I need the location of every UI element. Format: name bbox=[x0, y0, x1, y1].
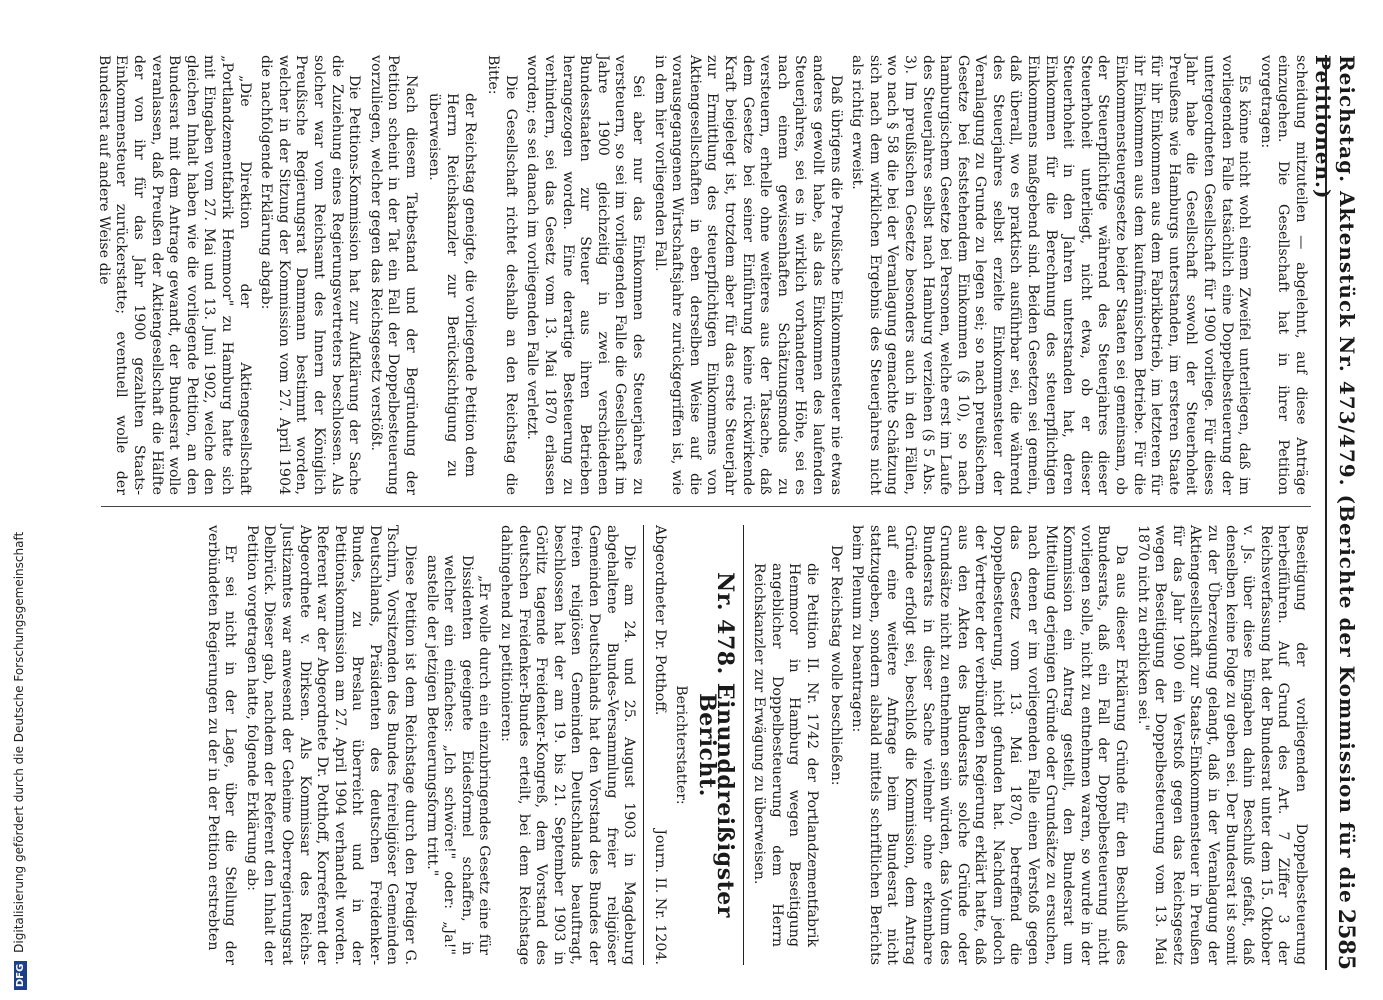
reporter-row bbox=[650, 525, 668, 965]
page-header bbox=[1311, 55, 1365, 970]
petition-text: der Reichstag geneigte, die vorliegende Petition dem Herrn Reichskanzler zur Berücksichtigung zu überweisen. bbox=[426, 93, 478, 477]
paragraph: „Die Direktion der Aktiengesellschaft „Portlandzementfabrik Hemmoor" zu Hamburg hatte sich mit Eingaben vom 27. Mai und 13. Juni 1902, welche den gleichen Inhalt haben wie die vorliegende Petition, an den Bundesrat mit dem Antrage gewandt, der Bundesrat wolle veranlassen, daß Preußen der Aktiengesellschaft die Hälfte der von ihr für das Jahr 1900 gezahlten Staats-Einkommensteuer zurückerstatte; eventuell wolle der Bundesrat auf andere Weise die bbox=[95, 55, 253, 495]
resolution-intro: Der Reichstag wolle beschließen: bbox=[827, 545, 844, 786]
credit-text: Digitalisierung gefördert durch die Deutsche Forschungsgemeinschaft bbox=[12, 531, 26, 953]
digitization-credit bbox=[12, 10, 30, 990]
paragraph: Es könne nicht wohl einem Zweifel unterliegen, daß im vorliegenden Falle tatsächlich eine Doppelbesteuerung der untergeordneten Gesellschaft für 1900 vorliege. Für dieses Jahr habe die Gesellschaft sowohl der Steuerhoheit Preußens wie Hamburgs unterstanden, im ersteren Staate für ihr Einkommen aus dem Fabrikbetrieb, im letzteren für ihr Einkommen aus dem kaufmännischen Betriebe. Für die Einkommensteuergesetze beider Staaten sei gemeinsam, ob der Steuerpflichtige während des Steuerjahres dieser Steuerhoheit unterliegt, nicht etwa, ob er dieser Steuerhoheit in den Jahren unterstanden hat, deren Einkommen für die Berechnung des steuerpflichtigen Einkommens maßgebend sind. Beiden Gesetzen sei gemein, daß überall, wo es praktisch ausführbar sei, die während des Steuerjahres selbst erzielte Einkommensteuer der Veranlagung zu Grunde zu legen sei; so nach preußischem Gesetze bei feststehendem Einkommen (§ 10), so nach hamburgischem Gesetze bei Personen, welche erst im Laufe des Steuerjahres selbst nach Hamburg verziehen (§ 5 Abs. 3). Im preußischen Gesetze besonders auch in den Fällen, wo nach § 58 die bei der Veranlagung gemachte Schätzung sich nach dem wirklichen Ergebnis des Steuerjahres nicht als richtig erweist. bbox=[849, 55, 1253, 495]
paragraph: Beseitigung der vorliegenden Doppelbesteuerung herbeiführen. Auf Grund des Art. 7 Ziffer 3 der Reichsverfassung hat der Bundesrat unter dem 15. Oktober v. Js. über diese Eingaben dahin Beschluß gefaßt, daß denselben keine Folge zu geben sei. Der Bundesrat ist somit zu der Überzeugung gelangt, daß in der Veranlagung der Aktiengesellschaft zur Staats-Einkommensteuer in Preußen für das Jahr 1900 ein Verstoß gegen das Reichsgesetz wegen Beseitigung der Doppelbesteuerung vom 13. Mai 1870 nicht zu erblicken sei." bbox=[1134, 525, 1309, 965]
paragraph: Diese Petition ist dem Reichstage durch den Prediger G. Tschirn, Vorsitzenden des Bundes freireligiöser Gemeinden Deutschlands, Präsidenten des deutschen Freidenker-Bundes, zu Breslau überreicht und in der Petitionskommission am 27. April 1904 verhandelt worden. Referent war der Abgeordnete Dr. Potthoff, Korreferent der Abgeordnete v. Dirksen. Als Kommissar des Reichs-Justizamtes war anwesend der Geheime Oberregierungsrat Delbrück. Dieser gab, nachdem der Referent den Inhalt der Petition vorgetragen hatte, folgende Erklärung ab: bbox=[243, 525, 419, 965]
section-rule-bottom bbox=[643, 525, 644, 965]
reporter-label: Berichterstatter: bbox=[673, 685, 690, 805]
quote-text: „Er wolle durch ein einzubringendes Gesetz eine für Dissidenten geeignete Eidesformel schaffen, in welcher ein einfaches: „Ich schwöre!" oder: „Ja!" anstelle der jetzigen Beteuerungsform tritt." bbox=[423, 555, 493, 955]
paragraph: Da aus dieser Erklärung Gründe für den Beschluß des Bundesrats, daß ein Fall der Doppelbesteuerung nicht vorliegen solle, nicht zu entnehmen waren, so wurde in der Kommission ein Antrag gestellt, den Bundesrat um Mitteilung derjenigen Gründe oder Grundsätze zu ersuchen, nach denen er im vorliegenden Falle einen Verstoß gegen das Gesetz vom 13. Mai 1870, betreffend die Doppelbesteuerung, nicht gefunden hat. Nachdem jedoch der Vertreter der verbündeten Regierung erklärt hatte, daß aus den Akten des Bundesrats solche Gründe oder Grundsätze nicht zu entnehmen sein würden, das Votum des Bundesrats in dieser Sache vielmehr ohne erkennbare Gründe erfolgt sei, beschloß die Kommission, dem Antrag auf eine weitere Anfrage beim Bundesrat nicht stattzugeben, sondern alsbald mittels schriftlichen Berichts beim Plenum zu beantragen: bbox=[849, 525, 1130, 965]
paragraph: Die Petitions-Kommission hat zur Aufklärung der Sache die Zuziehung eines Regierungsvertreters beschlossen. Als solcher war vom Reichsamt des Innern der Königlich Preußische Regierungsrat Dammann bestimmt worden, welcher in der Sitzung der Kommission vom 27. April 1904 die nachfolgende Erklärung abgab: bbox=[258, 55, 363, 495]
resolution-text: die Petition II. Nr. 1742 der Portlandzementfabrik Hemmoor in Hamburg wegen Beseitigung angeblicher Doppelbesteuerung dem Herrn Reichskanzler zur Erwägung zu überweisen. bbox=[751, 563, 820, 947]
petition-request bbox=[425, 55, 478, 495]
page-number: 2585 bbox=[1333, 908, 1359, 970]
journal-reference: Journ. II. Nr. 1204. bbox=[651, 829, 668, 965]
header-rule bbox=[1325, 55, 1327, 970]
resolution-block bbox=[750, 525, 820, 965]
reporter-name: Abgeordneter Dr. Potthoff. bbox=[651, 525, 668, 716]
section-rule-top bbox=[743, 525, 744, 965]
paragraph: Daß übrigens die Preußische Einkommensteuer nie etwas anderes gewollt habe, als das Einkommen des laufenden Steuerjahres, sei es in wirklich vorhandener Höhe, sei es nach einem gewissenhaften Schätzungsmodus zu versteuern, erhelle ohne weiteres aus der Tatsache, daß dem Gesetze bei seiner Einführung keine rückwirkende Kraft beigelegt ist, trotzdem aber für das erste Steuerjahr zur Ermittlung des steuerpflichtigen Einkommens von Aktiengesellschaften in eben derselben Weise auf die vorausgegangenen Wirtschaftsjahre zurückgegriffen ist, wie in dem hier vorliegenden Fall. bbox=[651, 55, 844, 495]
paragraph: Nach diesem Tatbestand und der Begründung der Petition scheint in der Tat ein Fall der Doppelbesteuerung vorzuliegen, welcher gegen das Reichsgesetz verstößt. bbox=[367, 55, 419, 495]
section-title: Nr. 478. Einunddreißigster Bericht. bbox=[694, 572, 738, 918]
right-column bbox=[99, 525, 1309, 965]
paragraph: Sei aber nur das Einkommen des Steuerjahres zu versteuern, so sei im vorliegenden Falle die Gesellschaft im Jahre 1900 gleichzeitig in zwei verschiedenen Bundesstaaten zur Steuer aus ihren Betrieben herangezogen worden. Eine derartige Besteuerung zu verhindern, sei das Gesetz vom 13. Mai 1870 erlassen worden; es sei danach im vorliegenden Falle verletzt. bbox=[524, 55, 647, 495]
header-title: Reichstag. Aktenstück Nr. 473/479. (Berichte der Kommission für die Petitionen.) bbox=[1311, 55, 1359, 904]
dfg-logo: DFG bbox=[14, 961, 27, 990]
credit-line bbox=[12, 10, 30, 990]
paragraph: scheidung mitzuteilen — abgelehnt, auf diese Anträge einzugehen. Die Gesellschaft hat in ihrer Petition vorgetragen: bbox=[1257, 55, 1309, 495]
paragraph: Die am 24. und 25. August 1903 in Magdeburg abgehaltene Bundes-Versammlung freier religiöser Gemeinden Deutschlands hat den Vorstand des Bundes der freien religiösen Gemeinden Deutschlands beauftragt, beschlossen hat der am 19. bis 21. September 1903 in Görlitz tagende Freidenker-Kongreß, dem Vorstand des deutschen Freidenker-Bundes erteilt, bei dem Reichstage dahingehend zu petitionieren: bbox=[498, 525, 638, 965]
left-column bbox=[95, 55, 1309, 495]
column-divider bbox=[101, 506, 1311, 507]
petition-quote bbox=[422, 525, 492, 965]
paragraph: Die Gesellschaft richtet deshalb an den Reichstag die Bitte: bbox=[485, 55, 519, 495]
paragraph: Er sei nicht in der Lage, über die Stellung der verbündeten Regierungen zu der in der Petition erstrebten bbox=[204, 525, 239, 965]
